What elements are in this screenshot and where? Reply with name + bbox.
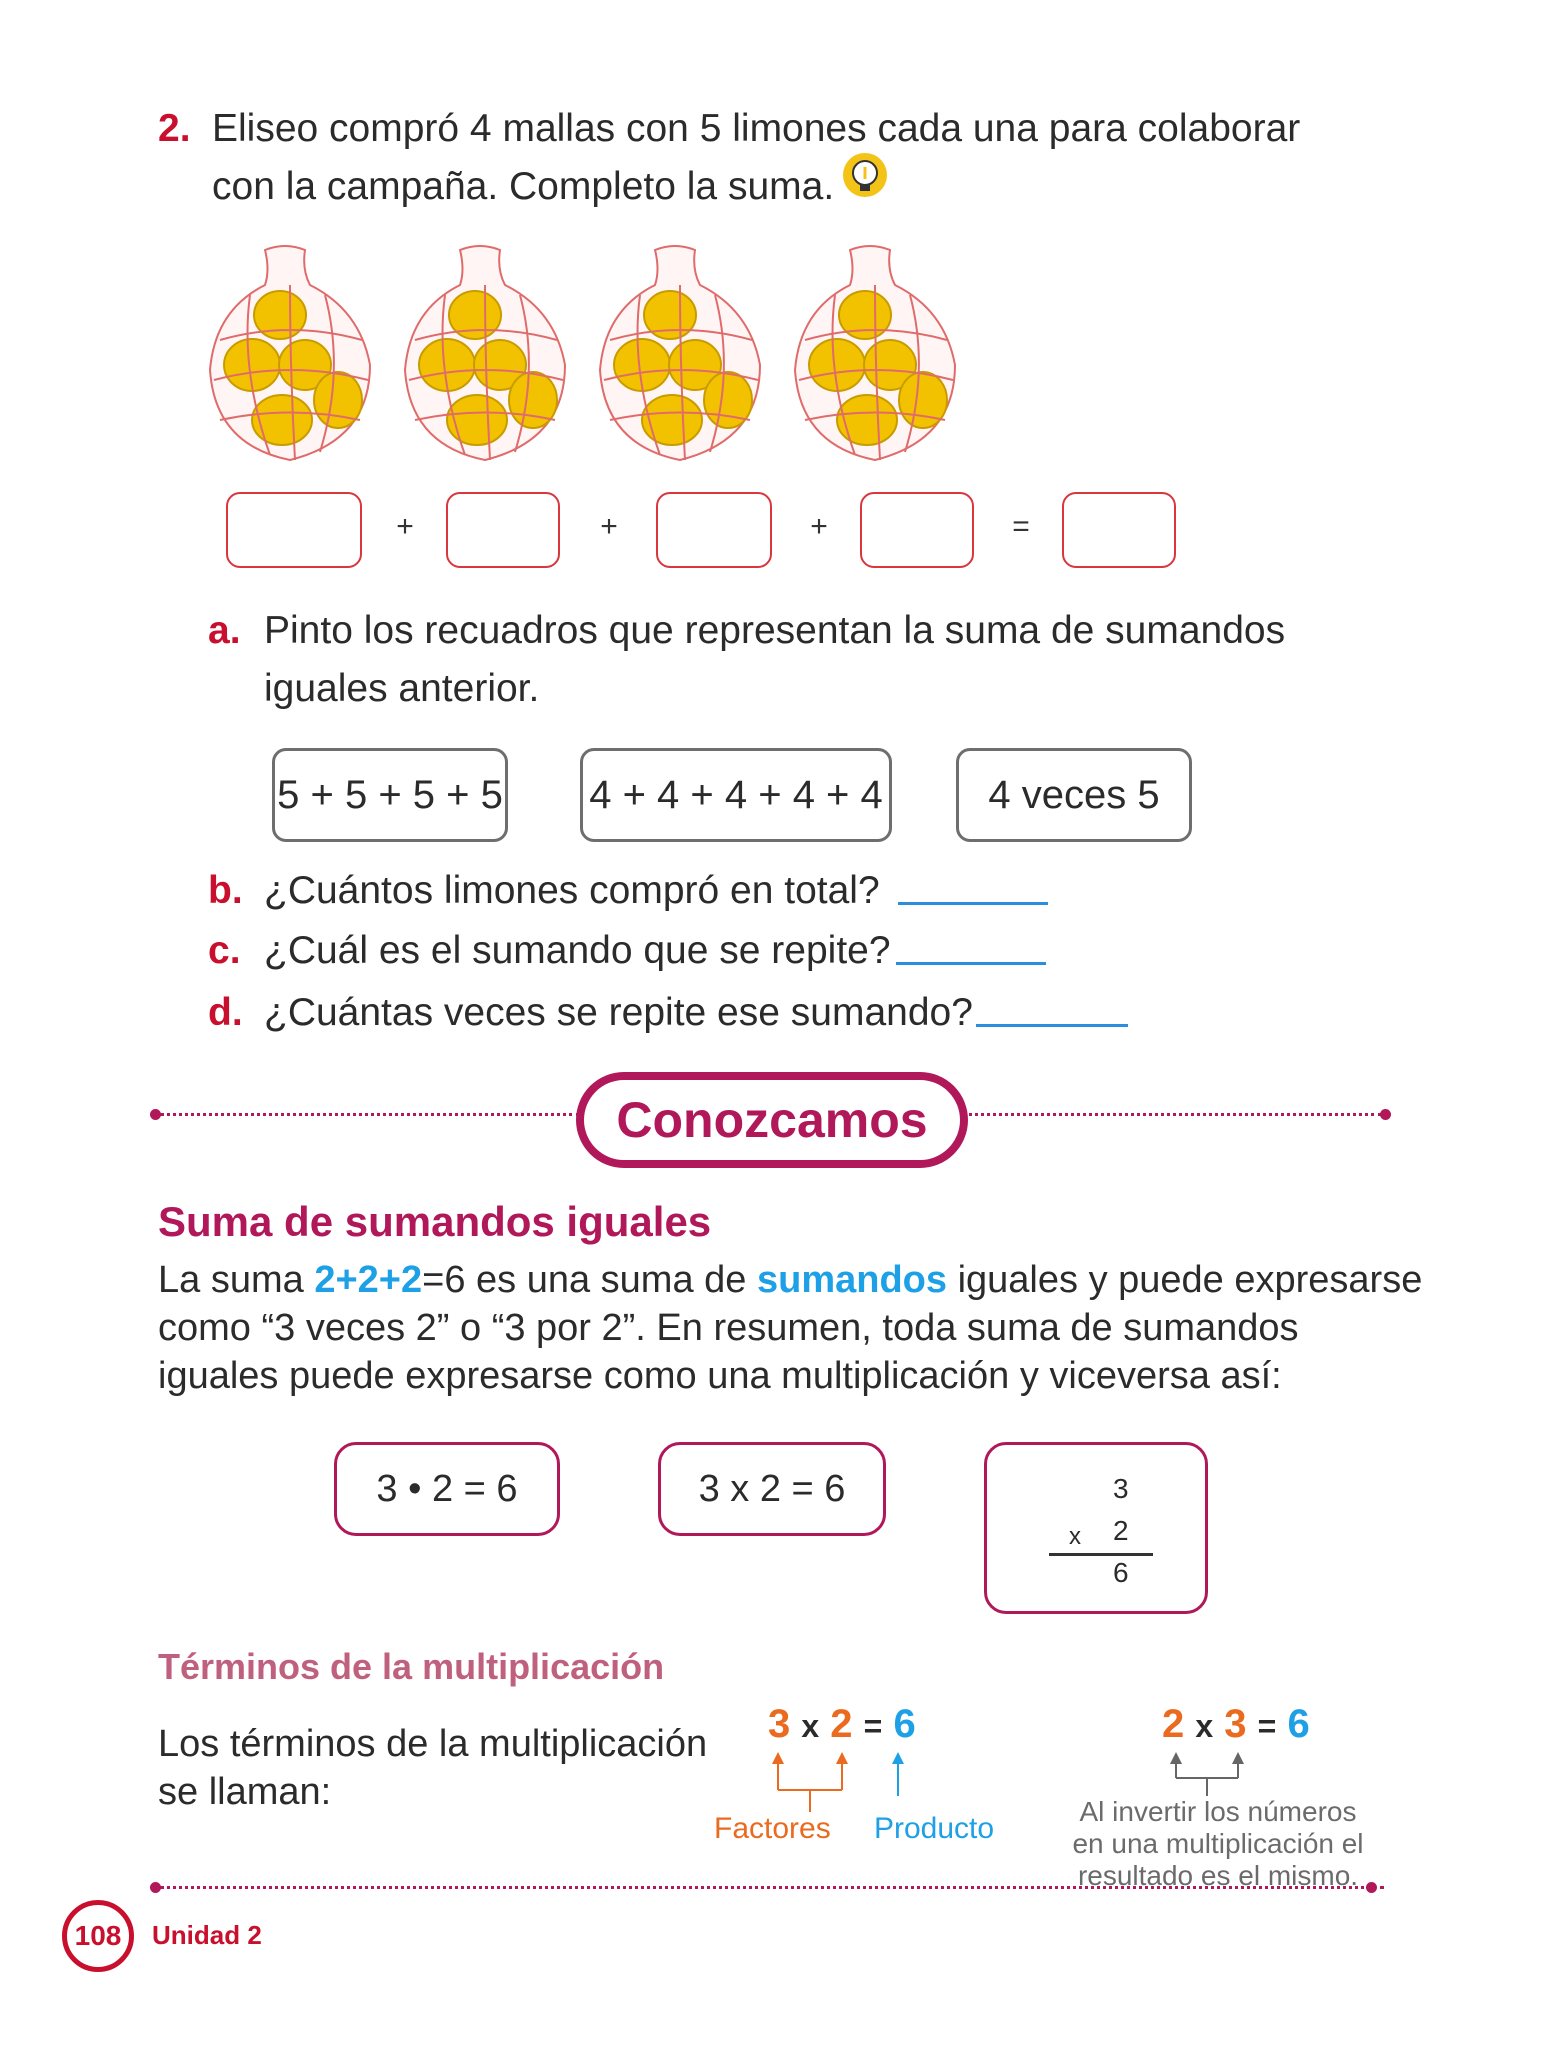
question-2 [158, 100, 191, 158]
p1-eq-c: 2 [401, 1259, 423, 1301]
p1-end: iguales y puede expresarse [947, 1259, 1423, 1301]
vertical-op: x [1069, 1523, 1081, 1550]
divider-line-right [962, 1113, 1382, 1116]
plus-sign-3: + [810, 510, 828, 543]
option-4-plus-4[interactable]: 4 + 4 + 4 + 4 + 4 [580, 748, 892, 842]
bottom-divider-dot-right [1366, 1882, 1377, 1893]
producto-label: Producto [874, 1812, 995, 1845]
swap-note-line3: resultado es el mismo. [1077, 1860, 1359, 1891]
answer-box-1[interactable] [226, 492, 362, 568]
vertical-bottom: 2 [1113, 1515, 1129, 1546]
answer-box-4[interactable] [860, 492, 974, 568]
eq1-times: x [801, 1708, 820, 1744]
part-d-answer-line[interactable] [976, 1024, 1128, 1027]
p1-keyword: sumandos [756, 1259, 948, 1301]
lemon-bags-illustration [205, 240, 985, 470]
part-b [208, 862, 880, 920]
section-paragraph-line1 [158, 1256, 1423, 1304]
eq2-product: 6 [1287, 1702, 1310, 1746]
section-paragraph-line3: iguales puede expresarse como una multiplicación y viceversa así: [158, 1355, 1282, 1397]
divider-dot-right [1380, 1109, 1391, 1120]
answer-box-2[interactable] [446, 492, 560, 568]
conozcamos-banner: Conozcamos [576, 1072, 968, 1168]
example-vertical-form [984, 1442, 1208, 1614]
part-c-letter: c. [208, 929, 241, 972]
eq2-equals: = [1257, 1708, 1277, 1744]
eq1-factor-a: 3 [768, 1702, 791, 1746]
equals-sign: = [1012, 510, 1030, 543]
swap-note [1056, 1796, 1380, 1892]
factores-label: Factores [714, 1812, 831, 1845]
terms-title: Términos de la multiplicación [158, 1646, 665, 1687]
p1-eq-a: 2 [314, 1259, 336, 1301]
example-x-form: 3 x 2 = 6 [658, 1442, 886, 1536]
plus-sign-1: + [396, 510, 414, 543]
part-d-letter: d. [208, 991, 243, 1034]
p1-eq-rest: =6 es una suma de [422, 1259, 757, 1301]
factor-arrows [760, 1750, 920, 1816]
bottom-divider-line [160, 1886, 1384, 1889]
terms-line1: Los términos de la multiplicación [158, 1723, 708, 1765]
eq2-factor-a: 2 [1162, 1702, 1185, 1746]
question-2-line2 [212, 158, 834, 216]
plus-sign-2: + [600, 510, 618, 543]
part-a-line2: iguales anterior. [264, 667, 540, 710]
page-number-badge: 108 [62, 1900, 134, 1972]
eq1-equals: = [863, 1708, 883, 1744]
eq2-times: x [1195, 1708, 1214, 1744]
eq1-product: 6 [893, 1702, 916, 1746]
swap-note-line2: en una multiplicación el [1072, 1828, 1364, 1859]
question-2-line2-text: con la campaña. Completo la suma. [212, 165, 835, 208]
eq1-factor-b: 2 [830, 1702, 853, 1746]
part-d [208, 984, 973, 1042]
option-5-plus-5[interactable]: 5 + 5 + 5 + 5 [272, 748, 508, 842]
swap-arrows [1160, 1750, 1260, 1800]
part-b-answer-line[interactable] [898, 902, 1048, 905]
part-b-letter: b. [208, 869, 243, 912]
p1-plus1: + [335, 1259, 358, 1301]
divider-line-left [160, 1113, 580, 1116]
unit-label: Unidad 2 [152, 1920, 262, 1950]
terms-line2: se llaman: [158, 1771, 332, 1813]
p1-eq-b: 2 [357, 1259, 379, 1301]
section-title: Suma de sumandos iguales [158, 1198, 712, 1245]
question-2-line1: Eliseo compró 4 mallas con 5 limones cada una para colaborar [212, 107, 1301, 150]
example-dot-form: 3 • 2 = 6 [334, 1442, 560, 1536]
swap-note-line1: Al invertir los números [1079, 1796, 1357, 1827]
lightbulb-icon [840, 152, 890, 202]
answer-box-3[interactable] [656, 492, 772, 568]
eq2-factor-b: 3 [1224, 1702, 1247, 1746]
question-number: 2. [158, 107, 191, 150]
section-paragraph-line2: como “3 veces 2” o “3 por 2”. En resumen, toda suma de sumandos [158, 1307, 1299, 1349]
vertical-result: 6 [1113, 1557, 1129, 1588]
vertical-rule [1049, 1553, 1153, 1556]
p1-plus2: + [378, 1259, 401, 1301]
terms-equation-2 [1162, 1702, 1310, 1747]
answer-box-result[interactable] [1062, 492, 1176, 568]
part-a-line1: Pinto los recuadros que representan la suma de sumandos [264, 609, 1286, 652]
part-a-letter: a. [208, 609, 241, 652]
part-c-text: ¿Cuál es el sumando que se repite? [264, 929, 891, 972]
p1-start: La suma [158, 1259, 315, 1301]
part-a [208, 602, 1285, 660]
terms-equation-1 [768, 1702, 916, 1747]
option-4-veces-5[interactable]: 4 veces 5 [956, 748, 1192, 842]
part-c-answer-line[interactable] [896, 962, 1046, 965]
part-b-text: ¿Cuántos limones compró en total? [264, 869, 880, 912]
vertical-top: 3 [1113, 1473, 1129, 1504]
part-c [208, 922, 891, 980]
part-d-text: ¿Cuántas veces se repite ese sumando? [264, 991, 973, 1034]
